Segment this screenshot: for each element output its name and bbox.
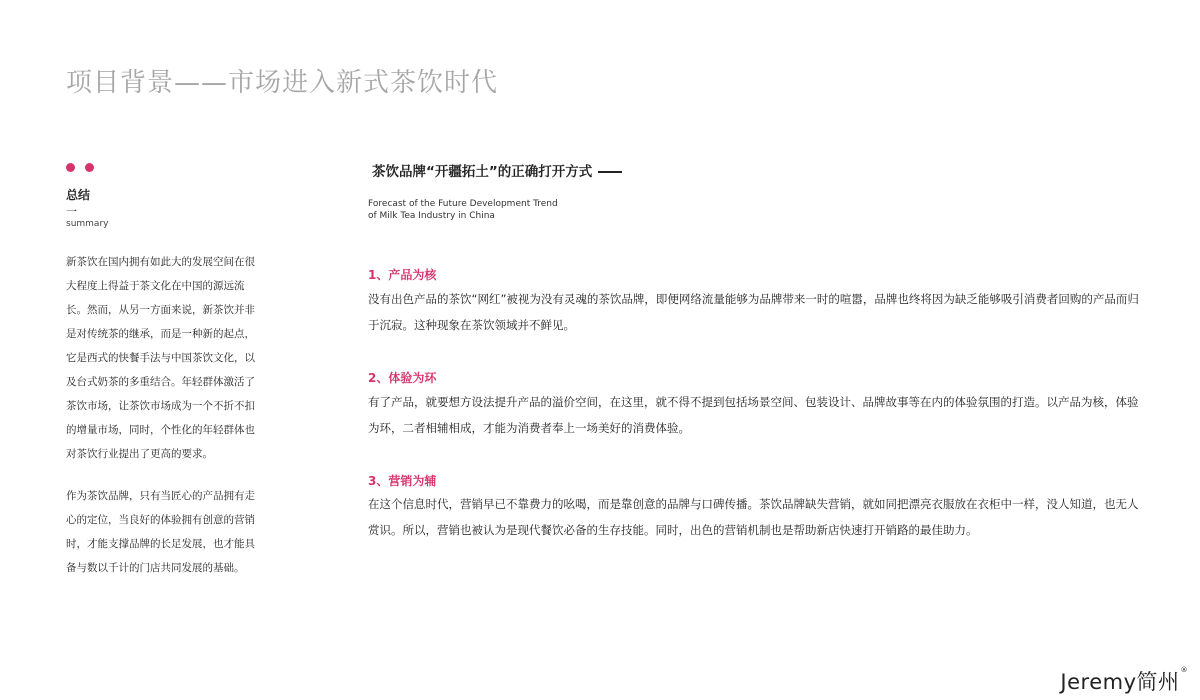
- heading-rule: [598, 171, 622, 173]
- summary-paragraph-2: 作为茶饮品牌，只有当匠心的产品拥有走心的定位，当良好的体验拥有创意的营销时，才能支撑品牌的长足发展，也才能具备与数以千计的门店共同发展的基础。: [66, 490, 255, 574]
- section-heading-text: 茶饮品牌“开疆拓土”的正确打开方式: [372, 164, 593, 180]
- page-title: 项目背景——市场进入新式茶饮时代: [66, 68, 499, 98]
- summary-paragraph-1: 新茶饮在国内拥有如此大的发展空间在很大程度上得益于茶文化在中国的源远流长。然而，从另一方面来说，新茶饮并非是对传统茶的继承，而是一种新的起点，它是西式的快餐手法与中国茶饮文化，以及台式奶茶的多重结合。年轻群体激活了茶饮市场，让茶饮市场成为一个不折不扣的增量市场，同时，个性化的年轻群体也对茶饮行业提出了更高的要求。: [66, 256, 255, 460]
- registered-mark: ®: [1180, 666, 1188, 674]
- dot-icon: [85, 163, 94, 172]
- point-body-product: 没有出色产品的茶饮“网红”被视为没有灵魂的茶饮品牌，即便网络流量能够为品牌带来一时的喧嚣，品牌也终将因为缺乏能够吸引消费者回购的产品而归于沉寂。这种现象在茶饮领域并不鲜见。: [368, 292, 1139, 332]
- decorative-dots: [66, 163, 94, 172]
- point-body-marketing: 在这个信息时代，营销早已不靠费力的吆喝，而是靠创意的品牌与口碑传播。茶饮品牌缺失营销，就如同把漂亮衣服放在衣柜中一样，没人知道，也无人赏识。所以，营销也被认为是现代餐饮必备的生存技能。同时，出色的营销机制也是帮助新店快速打开销路的最佳助力。: [368, 497, 1139, 537]
- point-title-experience: 2、体验为环: [368, 371, 437, 385]
- english-subtitle: [368, 198, 558, 222]
- brand-logo: [1060, 666, 1188, 696]
- point-body-experience: 有了产品，就要想方设法提升产品的溢价空间，在这里，就不得不提到包括场景空间、包装设计、品牌故事等在内的体验氛围的打造。以产品为核，体验为环，二者相辅相成，才能为消费者奉上一场美好的消费体验。: [368, 395, 1139, 435]
- summary-title: 总结: [66, 188, 91, 202]
- brand-name: Jeremy简州: [1060, 670, 1180, 694]
- summary-dash: 一: [66, 205, 77, 218]
- section-heading: [372, 160, 622, 180]
- dot-icon: [66, 163, 75, 172]
- english-subtitle-line-1: Forecast of the Future Development Trend: [368, 199, 558, 209]
- english-subtitle-line-2: of Milk Tea Industry in China: [368, 211, 495, 221]
- point-title-product: 1、产品为核: [368, 268, 437, 282]
- summary-subtitle: summary: [66, 219, 109, 229]
- point-title-marketing: 3、营销为辅: [368, 474, 437, 488]
